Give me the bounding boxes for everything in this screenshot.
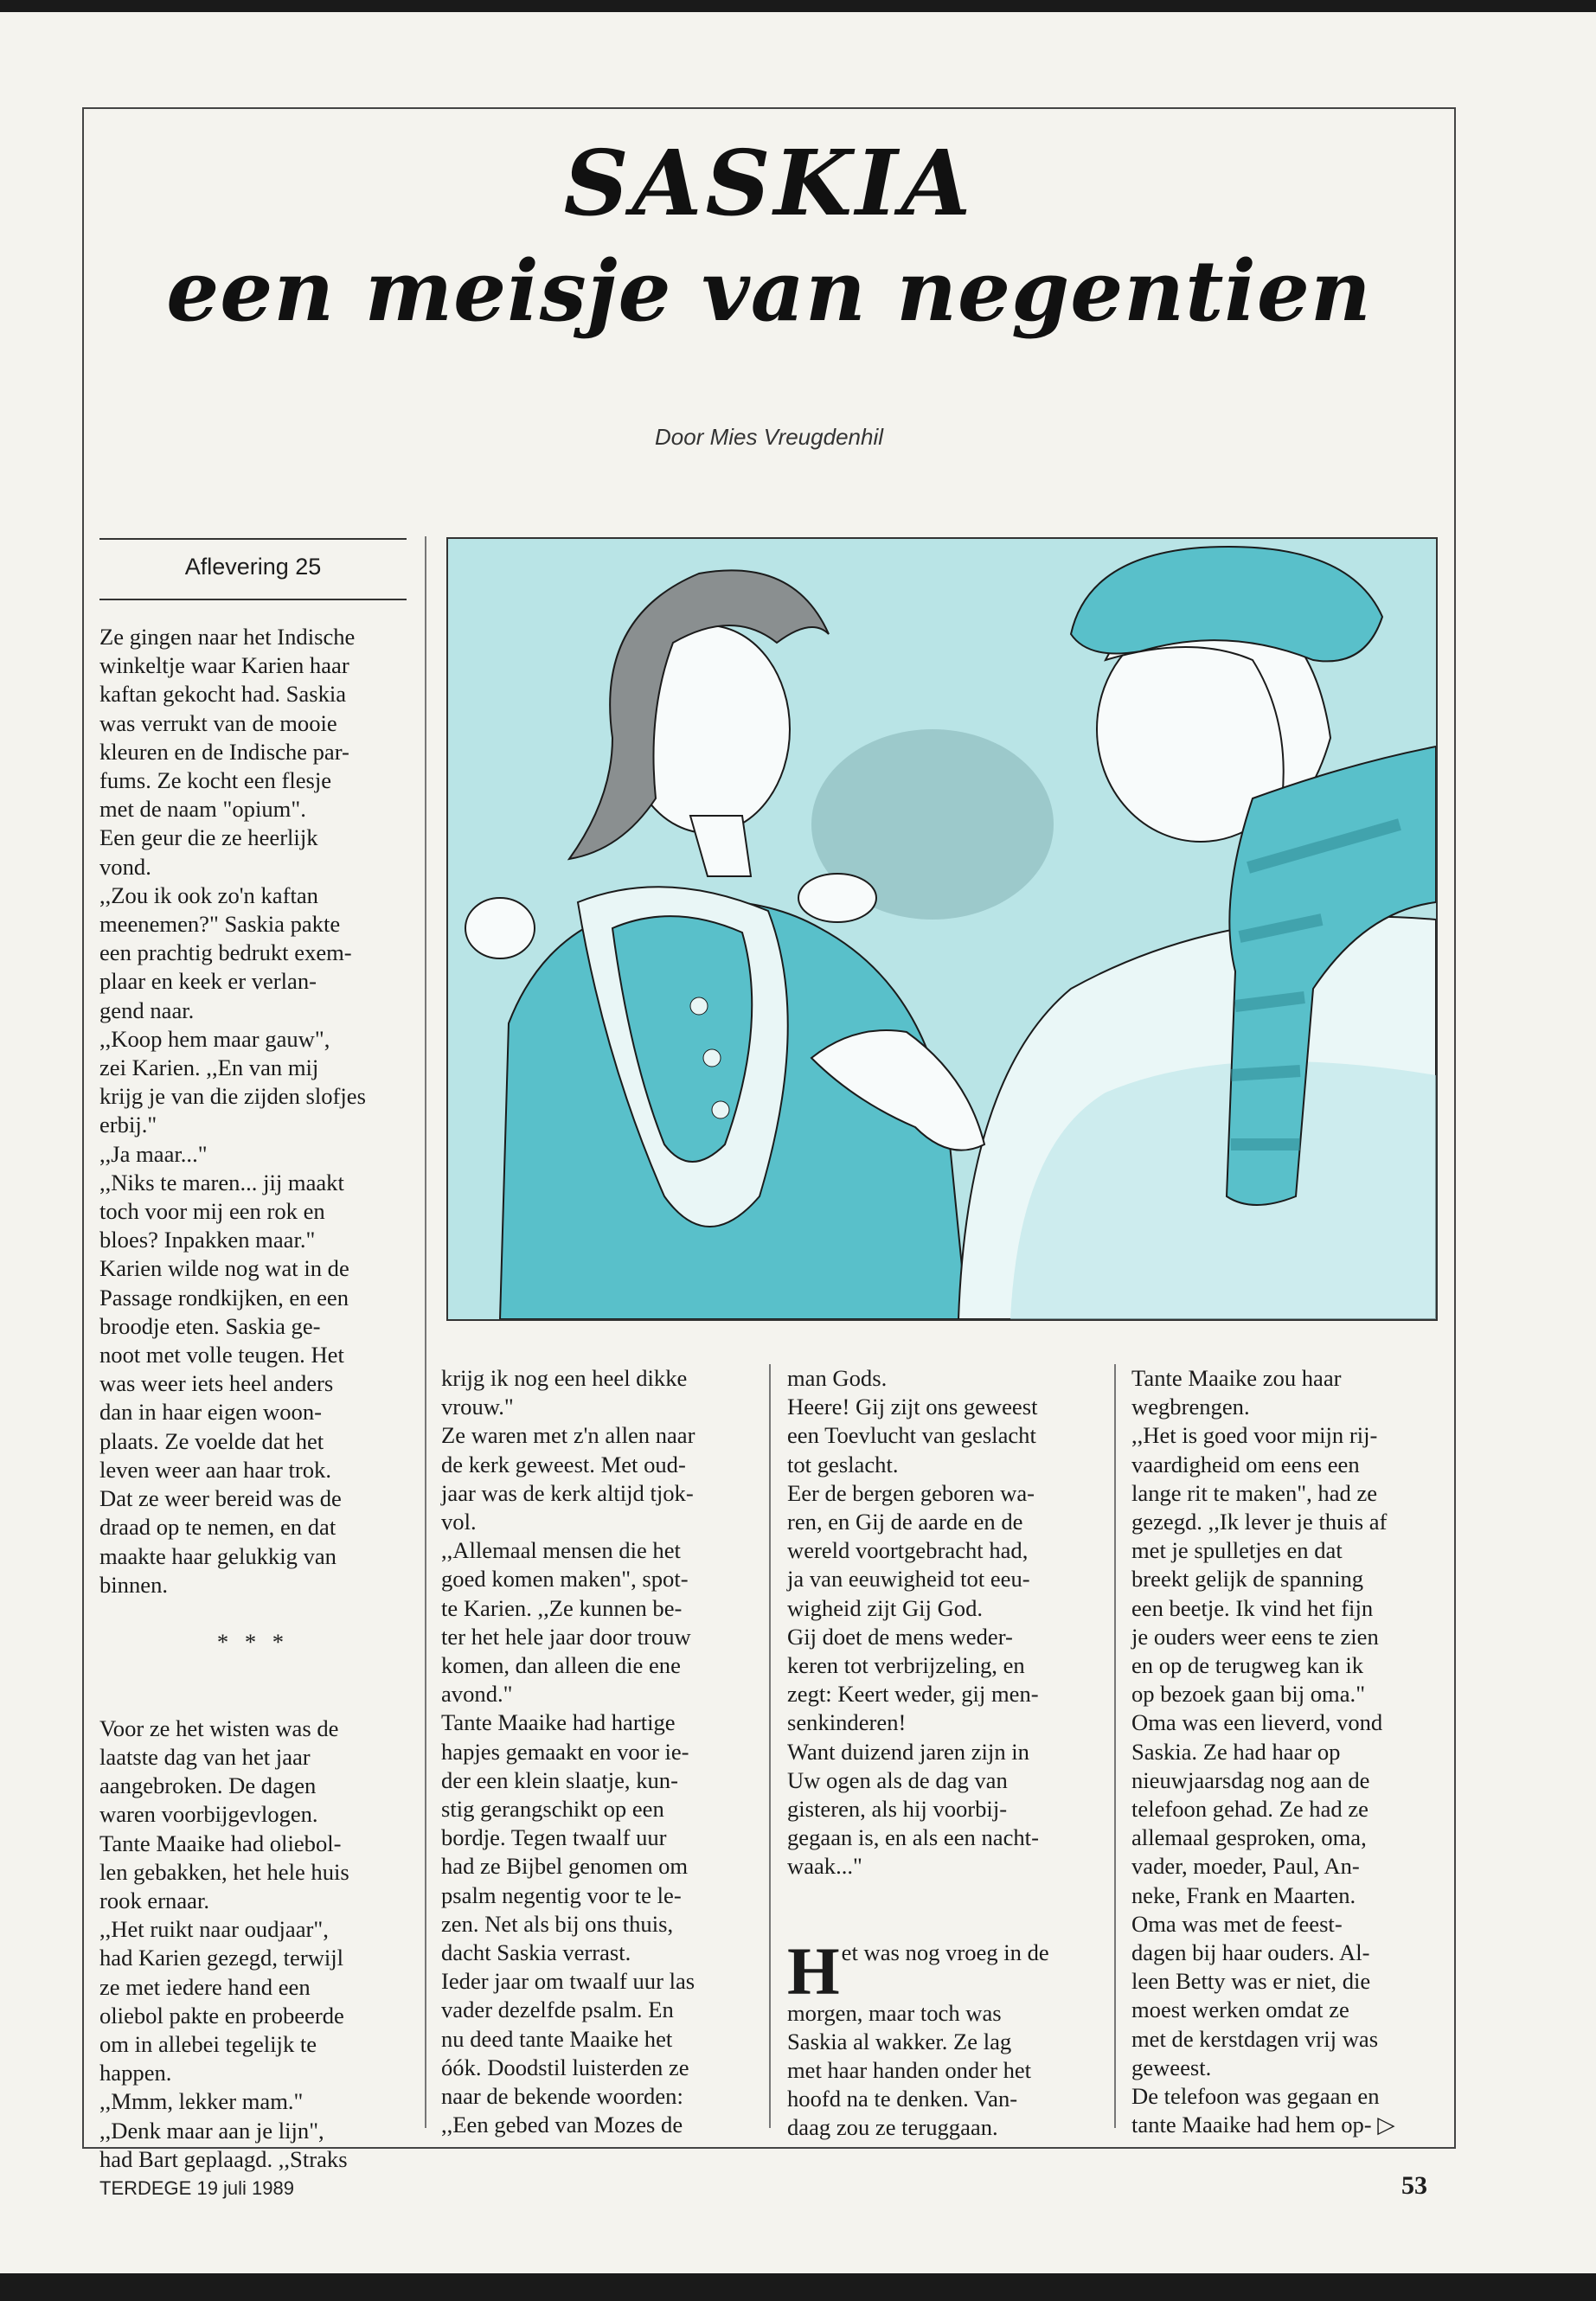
- text-line: winkeltje waar Karien haar: [99, 652, 349, 679]
- text-line: krijg ik nog een heel dikke: [441, 1365, 688, 1391]
- text-line: binnen.: [99, 1571, 169, 1598]
- text-line: Voor ze het wisten was de: [99, 1715, 339, 1741]
- text-line: noot met volle teugen. Het: [99, 1342, 344, 1368]
- text-line: moest werken omdat ze: [1131, 1997, 1349, 2023]
- text-line: ren, en Gij de aarde en de: [787, 1509, 1023, 1535]
- text-line: Oma was met de feest-: [1131, 1910, 1343, 1937]
- text-column-3: [787, 1364, 1099, 2143]
- text-line: neke, Frank en Maarten.: [1131, 1881, 1356, 1908]
- text-line: [99, 1657, 407, 1685]
- text-line: Een geur die ze heerlijk: [99, 824, 318, 851]
- text-line: rook ernaar.: [99, 1887, 209, 1913]
- section-separator: * * *: [216, 1629, 290, 1656]
- text-line: óók. Doodstil luisterden ze: [441, 2054, 689, 2080]
- text-line: had ze Bijbel genomen om: [441, 1853, 689, 1880]
- text-line: vaardigheid om eens een: [1131, 1451, 1360, 1477]
- text-line: Saskia al wakker. Ze lag: [787, 2028, 1012, 2054]
- text-line: lange rit te maken", had ze: [1131, 1479, 1378, 1506]
- text-line: geweest.: [1131, 2054, 1212, 2080]
- text-line: ja van eeuwigheid tot eeu-: [787, 1566, 1030, 1593]
- text-line: Tante Maaike zou haar: [1131, 1365, 1342, 1391]
- text-line: en op de terugweg kan ik: [1131, 1652, 1364, 1679]
- text-line: ,,Het ruikt naar oudjaar",: [99, 1916, 329, 1943]
- new-section: [787, 1932, 1099, 2143]
- text-line: Passage rondkijken, en een: [99, 1284, 349, 1311]
- text-line: zen. Net als bij ons thuis,: [441, 1910, 674, 1937]
- text-column-1: [99, 623, 407, 2174]
- text-line: Karien wilde nog wat in de: [99, 1255, 349, 1282]
- text-line: breekt gelijk de spanning: [1131, 1566, 1364, 1593]
- byline: Door Mies Vreugdenhil: [655, 424, 883, 450]
- text-line: plaar en keek er verlan-: [99, 968, 317, 995]
- text-line: Ze waren met z'n allen naar: [441, 1422, 695, 1449]
- text-line: morgen, maar toch was: [787, 1999, 1002, 2026]
- text-line: gend naar.: [99, 997, 195, 1023]
- text-line: een prachtig bedrukt exem-: [99, 939, 352, 966]
- text-line: Ieder jaar om twaalf uur las: [441, 1968, 695, 1995]
- text-line: ,,Mmm, lekker mam.": [99, 2088, 304, 2115]
- text-line: zei Karien. ,,En van mij: [99, 1054, 319, 1081]
- text-line: dan in haar eigen woon-: [99, 1399, 322, 1426]
- text-line: telefoon gehad. Ze had ze: [1131, 1796, 1368, 1823]
- text-line: bloes? Inpakken maar.": [99, 1227, 316, 1253]
- text-line: De telefoon was gegaan en: [1131, 2083, 1380, 2110]
- text-line: de kerk geweest. Met oud-: [441, 1451, 686, 1477]
- text-line: aangebroken. De dagen: [99, 1772, 317, 1799]
- psalm-quote: [787, 1364, 1099, 1881]
- text-line: Tante Maaike had oliebol-: [99, 1830, 342, 1856]
- text-line: naar de bekende woorden:: [441, 2083, 683, 2110]
- text-line: Uw ogen als de dag van: [787, 1766, 1008, 1793]
- text-line: een beetje. Ik vind het fijn: [1131, 1594, 1374, 1621]
- text-line: kleuren en de Indische par-: [99, 738, 349, 765]
- text-line: krijg je van die zijden slofjes: [99, 1083, 366, 1110]
- text-line: ,,Denk maar aan je lijn",: [99, 2117, 324, 2144]
- text-line: met haar handen onder het: [787, 2057, 1032, 2084]
- text-line: had Karien gezegd, terwijl: [99, 1945, 344, 1971]
- text-line: met je spulletjes en dat: [1131, 1537, 1343, 1564]
- top-scan-edge: [0, 0, 1596, 12]
- text-line: senkinderen!: [787, 1709, 907, 1736]
- text-line: komen, dan alleen die ene: [441, 1652, 681, 1679]
- text-line: was verrukt van de mooie: [99, 709, 337, 736]
- text-line: om in allebei tegelijk te: [99, 2030, 317, 2057]
- text-line: len gebakken, het hele huis: [99, 1858, 349, 1885]
- column-divider: [769, 1364, 771, 2128]
- text-line: ,,Het is goed voor mijn rij-: [1131, 1422, 1378, 1449]
- text-line: te Karien. ,,Ze kunnen be-: [441, 1594, 683, 1621]
- illustration-two-girls: [446, 537, 1438, 1321]
- text-line: happen.: [99, 2060, 172, 2086]
- text-line: ze met iedere hand een: [99, 1973, 311, 2000]
- text-line: vond.: [99, 853, 151, 880]
- text-line: Gij doet de mens weder-: [787, 1623, 1013, 1650]
- text-column-4: [1131, 1364, 1443, 2139]
- text-line: waren voorbijgevlogen.: [99, 1801, 318, 1828]
- text-line: maakte haar gelukkig van: [99, 1542, 337, 1569]
- text-line: ,,Ja maar...": [99, 1140, 208, 1167]
- text-line: Tante Maaike had hartige: [441, 1709, 676, 1736]
- text-line: gisteren, als hij voorbij-: [787, 1796, 1008, 1823]
- bottom-scan-edge: [0, 2273, 1596, 2301]
- text-line: vader dezelfde psalm. En: [441, 1997, 674, 2023]
- text-line: Oma was een lieverd, vond: [1131, 1709, 1383, 1736]
- text-line: ,,Koop hem maar gauw",: [99, 1025, 330, 1052]
- text-line: had Bart geplaagd. ,,Straks: [99, 2145, 348, 2172]
- text-line: gezegd. ,,Ik lever je thuis af: [1131, 1509, 1388, 1535]
- text-line: der een klein slaatje, kun-: [441, 1766, 678, 1793]
- text-line: meenemen?" Saskia pakte: [99, 911, 341, 938]
- text-line: zegt: Keert weder, gij men-: [787, 1681, 1039, 1708]
- text-line: je ouders weer eens te zien: [1131, 1623, 1379, 1650]
- text-line: leen Betty was er niet, die: [1131, 1968, 1371, 1995]
- episode-rule-bottom: [99, 599, 407, 600]
- text-line: Eer de bergen geboren wa-: [787, 1479, 1035, 1506]
- text-line: et was nog vroeg in de: [841, 1939, 1049, 1965]
- page-number: 53: [1401, 2171, 1427, 2200]
- text-line: ,,Een gebed van Mozes de: [441, 2112, 683, 2138]
- text-line: fums. Ze kocht een flesje: [99, 767, 332, 794]
- text-line: goed komen maken", spot-: [441, 1566, 689, 1593]
- text-line: Saskia. Ze had haar op: [1131, 1738, 1341, 1765]
- text-line: hapjes gemaakt en voor ie-: [441, 1738, 689, 1765]
- text-line: allemaal gesproken, oma,: [1131, 1824, 1367, 1851]
- text-line: [99, 1686, 407, 1715]
- text-line: vader, moeder, Paul, An-: [1131, 1853, 1360, 1880]
- text-line: toch voor mij een rok en: [99, 1198, 325, 1225]
- text-line: waak...": [787, 1853, 862, 1880]
- text-line: dacht Saskia verrast.: [441, 1939, 631, 1966]
- text-line: man Gods.: [787, 1365, 888, 1391]
- text-line: ,,Niks te maren... jij maakt: [99, 1169, 344, 1195]
- text-line: tot geslacht.: [787, 1451, 899, 1477]
- text-line: vol.: [441, 1509, 477, 1535]
- text-line: gegaan is, en als een nacht-: [787, 1824, 1039, 1851]
- text-line: vrouw.": [441, 1394, 514, 1420]
- text-line: dagen bij haar ouders. Al-: [1131, 1939, 1370, 1966]
- text-line: plaats. Ze voelde dat het: [99, 1427, 324, 1454]
- text-line: ,,Zou ik ook zo'n kaftan: [99, 881, 318, 908]
- text-line: Ze gingen naar het Indische: [99, 624, 356, 650]
- text-line: op bezoek gaan bij oma.": [1131, 1681, 1366, 1708]
- text-line: stig gerangschikt op een: [441, 1796, 664, 1823]
- text-line: [99, 1599, 407, 1628]
- text-line: psalm negentig voor te le-: [441, 1881, 682, 1908]
- text-line: nieuwjaarsdag nog aan de: [1131, 1766, 1370, 1793]
- text-line: wegbrengen.: [1131, 1394, 1250, 1420]
- text-line: kaftan gekocht had. Saskia: [99, 681, 347, 708]
- text-line: jaar was de kerk altijd tjok-: [441, 1479, 694, 1506]
- text-line: tante Maaike had hem op- ▷: [1131, 2112, 1395, 2138]
- text-line: draad op te nemen, en dat: [99, 1514, 337, 1541]
- text-line: wigheid zijt Gij God.: [787, 1594, 984, 1621]
- text-column-2: [441, 1364, 753, 2139]
- text-line: met de naam "opium".: [99, 796, 306, 823]
- text-line: ter het hele jaar door trouw: [441, 1623, 691, 1650]
- text-line: avond.": [441, 1681, 513, 1708]
- text-line: Heere! Gij zijt ons geweest: [787, 1394, 1038, 1420]
- text-line: nu deed tante Maaike het: [441, 2025, 673, 2052]
- episode-rule-top: [99, 538, 407, 540]
- text-line: een Toevlucht van geslacht: [787, 1422, 1036, 1449]
- article-subtitle: een meisje van negentien: [166, 242, 1372, 340]
- text-line: Dat ze weer bereid was de: [99, 1485, 342, 1512]
- column-divider: [1114, 1364, 1116, 2128]
- text-line: ,,Allemaal mensen die het: [441, 1537, 681, 1564]
- text-line: bordje. Tegen twaalf uur: [441, 1824, 667, 1851]
- text-line: broodje eten. Saskia ge-: [99, 1312, 321, 1339]
- text-line: met de kerstdagen vrij was: [1131, 2025, 1379, 2052]
- text-line: laatste dag van het jaar: [99, 1743, 311, 1770]
- text-line: was weer iets heel anders: [99, 1370, 334, 1397]
- text-line: keren tot verbrijzeling, en: [787, 1652, 1025, 1679]
- text-line: leven weer aan haar trok.: [99, 1456, 332, 1483]
- drop-cap: H: [787, 1932, 840, 2009]
- column-divider: [425, 536, 426, 2128]
- text-line: wereld voortgebracht had,: [787, 1537, 1029, 1564]
- text-line: oliebol pakte en probeerde: [99, 2002, 344, 2029]
- publication-footer: TERDEGE 19 juli 1989: [99, 2177, 294, 2199]
- article-title: SASKIA: [563, 130, 975, 236]
- text-line: hoofd na te denken. Van-: [787, 2086, 1018, 2112]
- text-line: Want duizend jaren zijn in: [787, 1738, 1029, 1765]
- text-line: erbij.": [99, 1112, 157, 1138]
- episode-label: Aflevering 25: [184, 554, 322, 580]
- text-line: daag zou ze teruggaan.: [787, 2114, 998, 2141]
